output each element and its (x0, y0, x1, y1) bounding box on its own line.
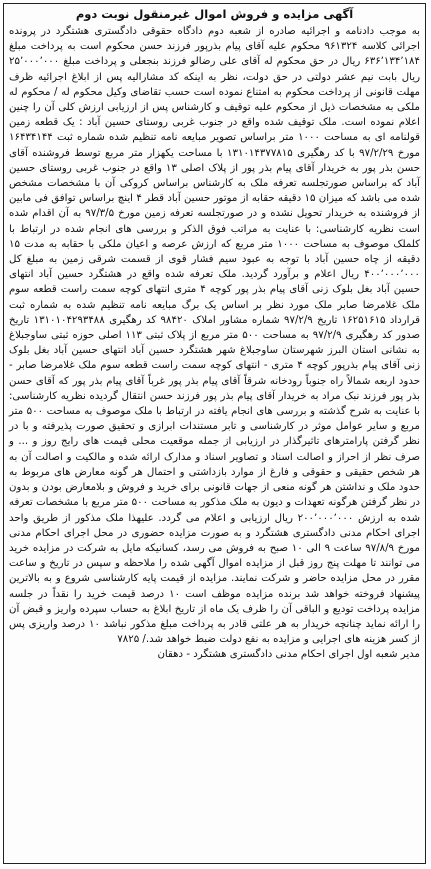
notice-title: آگهی مزایده و فروش اموال غیرمنقول نوبت دوم (75, 7, 354, 21)
notice-signature: مدیر شعبه اول اجرای احکام مدنی دادگستری هشتگرد - دهقان (157, 649, 420, 661)
auction-notice (3, 3, 426, 864)
notice-body-text: به موجب دادنامه و اجرائیه صادره از شعبه دوم دادگاه حقوقی دادگستری هشتگرد در پرونده اجرائی کلاسه ۹۶۱۳۲۴ محکوم علیه آقای پیام بذرپور فرزند حسن محکوم است به پرداخت مبلغ ۶۳۶٬۱۳۴٬۱۸۴ ریال در حق محکوم له آقای علی رضالو فرزند بنجعلی و پرداخت مبلغ ۲۵٬۰۰۰٬۰۰۰ ریال بابت نیم عشر دولتی در حق دولت، نظر به اینکه کد مشارالیه پس از ابلاغ اجرائیه ظرف مهلت قانونی از پرداخت محکوم به امتناع نموده است حسب تقاضای وکیل محکوم له / محکوم له ملکی به مشخصات ذیل از محکوم علیه توقیف و کارشناس پس از ارزیابی ارزش کلی آن را چنین اعلام نموده است. ملک توقیف شده واقع در جنوب غربی روستای حسین آباد : یک قطعه زمین قولنامه ای به مساحت ۱۰۰۰ متر براساس تصویر مبایعه نامه تنظیم شده شماره ثبت ۱۶۴۳۴۱۴۴ مورخ ۹۷/۲/۲۹ با کد رهگیری ۱۳۱۰۱۴۳۷۷۸۱۵ با مساحت یکهزار متر مربع توسط فروشنده آقای حسن بذر پور به خریدار آقای پیام بذر پور از پلاک اصلی ۱۳ واقع در جنوب غربی روستای حسین آباد که براساس صورتجلسه تعرفه ملک به کارشناس براساس کروکی آن با مشخصات مشخص شده می باشد که میزان ۱۵ دقیقه حقابه از موتور حسین آباد قطر ۴ اینچ براساس توافق فی مابین از فروشنده به خریدار تحویل نشده و در صورتجلسه تعرفه زمین مورخ ۹۷/۳/۵ به آن اقدام شده است نظریه کارشناسی: با عنایت به مراتب فوق الذکر و بررسی های انجام شده در ارتباط با کلملک موصوف به مساحت ۱۰۰۰ متر مربع که ارزش عرصه و اعیان ملکی با حقابه به مدت ۱۵ دقیقه از چاه حسین آباد با توجه به عبود سیم فشار قوی از قسمت شرقی زمین به مبلغ کل ۴۰۰٬۰۰۰٬۰۰۰ ریال اعلام و برآورد گردید. ملک تعرفه شده واقع در هشتگرد حسین آباد انتهای حسین آباد بغل بلوک زنی آقای پیام بذر پور کوچه ۴ متری انتهای کوچه سمت راست قطعه سوم ملک غلامرضا صابر ملک مورد نظر بر اساس یک برگ مبایعه نامه تنظیم شده به شماره ثبت قرارداد ۱۶۲۵۱۶۱۵ تاریخ ۹۷/۲/۹ شماره مشاور املاک ۹۸۴۲۰ کد رهگیری ۱۳۱۰۱۰۴۲۹۳۴۸۸ تاریخ صدور کد رهگیری ۹۷/۲/۹ به مساحت ۵۰۰ متر مربع از پلاک ثبتی ۱۱۳ اصلی حوزه ثبتی ساوجبلاغ به نشانی استان البرز شهرستان ساوجبلاغ شهر هشتگرد حسین آباد انتهای حسین آباد بغل بلوک زنی آقای پیام بذرپور کوچه ۴ متری - انتهای کوچه سمت راست قطعه سوم ملک غلامرضا صابر - حدود اربعه شمالاً راه جنوباً رودخانه شرقاً آقای پیام بذر پور غرباً آقای پیام بذر پور که آقای حسن بذر پور فرزند نبک مراد به خریدار آقای پیام بذر پور فرزند حسن انتقال گردیده نظریه کارشناسی: با عنایت به شرح گذشته و بررسی های انجام یافته در ارتباط با ملک موصوف به مساحت ۵۰۰ متر مربع و سایر عوامل موثر در کارشناسی و تابر مستندات ابرازی و تحقیق صورت پذیرفته و با در نظر گرفتن پارامترهای تاثیرگذار در ارزیابی از جمله موقعیت محلی قیمت های رایج روز و ... و صرف نظر از احراز و اصالت اسناد و تصاویر اسناد و مدارک ارائه شده و مالکیت و اصالت آن به هر شخص حقیقی و حقوقی و فارغ از موارد بازداشتی و احتمال هر گونه معارض های مربوط به حدود ملک و نداشتن هر گونه منعی از جهات قانونی برای خرید و فروش و بلامعارض بودن و بدون در نظر گرفتن هرگونه تعهدات و دیون به ملک مذکور به مساحت ۵۰۰ متر مربع با مشخصات تعرفه شده به ارزش ۲۰۰٬۰۰۰٬۰۰۰ ریال ارزیابی و اعلام می گردد. علیهذا ملک مذکور از طریق واحد اجرای احکام مدنی دادگستری هشتگرد و به صورت مزایده حضوری در محل اجرای احکام مدنی مورخ ۹۷/۸/۹ ساعت ۹ الی ۱۰ صبح به فروش می رسد، کسانیکه مایل به شرکت در مزایده خرید می توانند تا مهلت پنج روز قبل از مزایده اموال آگهی شده را ملاحظه و سپس در تاریخ و ساعت مقرر در محل مزایده حاضر و شرکت نمایند. مزایده از قیمت پایه کارشناسی شروع و به بالاترین پیشنهاد فروخته خواهد شد برنده مزایده موظف است ۱۰ درصد قیمت خرید را نقداً در جلسه مزایده پرداخت تودیع و الباقی آن را ظرف یک ماه از تاریخ ابلاغ به حساب سپرده واریز و قبض آن را ارائه نماید چنانچه خریدار به هر علتی قادر به پرداخت مبلغ مذکور نباشد ۱۰ درصد واریزی پس از کسر هزینه های اجرایی و مزایده به نفع دولت ضبط خواهد شد./ ۷۸۲۵ (9, 26, 421, 646)
notice-body (9, 24, 420, 647)
